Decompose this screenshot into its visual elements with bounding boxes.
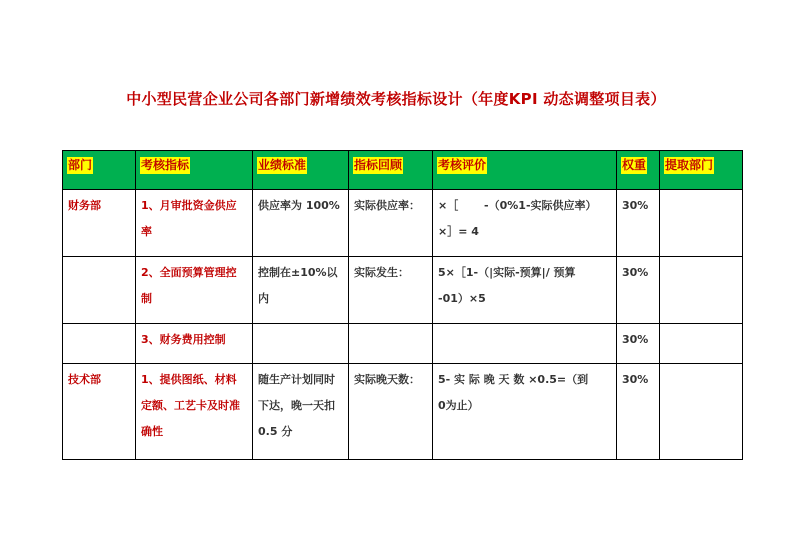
cell-dept — [63, 324, 136, 364]
kpi-table — [62, 150, 743, 460]
cell-weight: 30% — [617, 324, 660, 364]
cell-weight: 30% — [617, 364, 660, 460]
cell-extract — [660, 190, 743, 257]
cell-evaluation: 5×［1-（|实际-预算|/ 预算 -01）×5 — [433, 257, 617, 324]
cell-evaluation: 5- 实 际 晚 天 数 ×0.5=（到 0为止） — [433, 364, 617, 460]
cell-standard: 供应率为 100% — [253, 190, 349, 257]
table-row — [63, 364, 743, 460]
table-row — [63, 257, 743, 324]
cell-evaluation — [433, 324, 617, 364]
header-evaluation: 考核评价 — [433, 151, 617, 190]
header-dept: 部门 — [63, 151, 136, 190]
header-weight: 权重 — [617, 151, 660, 190]
cell-extract — [660, 257, 743, 324]
cell-indicator: 2、全面预算管理控 制 — [136, 257, 253, 324]
header-extract: 提取部门 — [660, 151, 743, 190]
header-review: 指标回顾 — [349, 151, 433, 190]
cell-indicator: 1、提供图纸、材料 定额、工艺卡及时准 确性 — [136, 364, 253, 460]
cell-indicator: 3、财务费用控制 — [136, 324, 253, 364]
cell-indicator: 1、月审批资金供应 率 — [136, 190, 253, 257]
cell-review: 实际晚天数： — [349, 364, 433, 460]
cell-dept: 技术部 — [63, 364, 136, 460]
cell-dept: 财务部 — [63, 190, 136, 257]
header-indicator: 考核指标 — [136, 151, 253, 190]
table-row — [63, 324, 743, 364]
cell-extract — [660, 364, 743, 460]
cell-standard: 控制在±10%以 内 — [253, 257, 349, 324]
cell-weight: 30% — [617, 257, 660, 324]
cell-standard — [253, 324, 349, 364]
cell-evaluation: ×［ -（0%1-实际供应率） ×］= 4 — [433, 190, 617, 257]
cell-dept — [63, 257, 136, 324]
cell-review: 实际供应率： — [349, 190, 433, 257]
cell-review: 实际发生： — [349, 257, 433, 324]
cell-review — [349, 324, 433, 364]
cell-standard: 随生产计划同时 下达，晚一天扣 0.5 分 — [253, 364, 349, 460]
header-standard: 业绩标准 — [253, 151, 349, 190]
table-header-row — [63, 151, 743, 190]
cell-weight: 30% — [617, 190, 660, 257]
document-title: 中小型民营企业公司各部门新增绩效考核指标设计（年度KPI 动态调整项目表） — [126, 90, 666, 108]
table-row — [63, 190, 743, 257]
cell-extract — [660, 324, 743, 364]
